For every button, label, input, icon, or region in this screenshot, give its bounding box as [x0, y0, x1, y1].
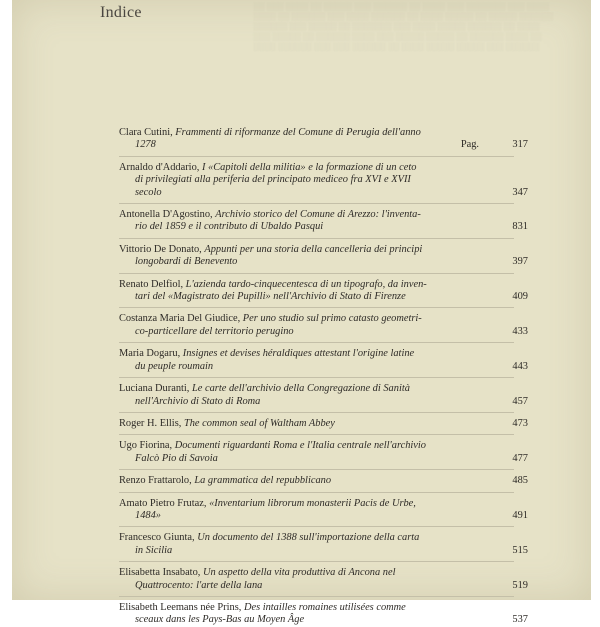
entry-author: Vittorio De Donato,	[119, 243, 202, 255]
entry-title: Insignes et devises héraldiques attestant l'origine latine	[182, 348, 415, 360]
entry-separator	[119, 526, 514, 527]
entry-line	[119, 602, 506, 614]
toc-entry[interactable]	[119, 417, 528, 430]
entry-author: Luciana Duranti,	[119, 383, 190, 395]
entry-page-number[interactable]: 409	[512, 291, 528, 303]
entry-separator	[119, 596, 514, 597]
entry-title: 1278	[135, 139, 156, 151]
entry-title: in Sicilia	[135, 544, 173, 556]
entry-line	[119, 313, 506, 325]
entry-separator	[119, 492, 514, 493]
entry-line	[119, 256, 506, 268]
entry-separator	[119, 342, 514, 343]
entry-page-number[interactable]: 457	[512, 395, 528, 407]
entry-title: «Inventarium librorum monasterii Pacis de Urbe,	[209, 497, 416, 509]
entry-author: Elisabeth Leemans née Prins,	[119, 601, 242, 613]
toc-entry[interactable]	[119, 567, 528, 592]
entry-separator	[119, 156, 514, 157]
entry-title: Archivio storico del Comune di Arezzo: l'inventa-	[215, 209, 421, 221]
entry-line	[119, 244, 506, 256]
entry-page-number[interactable]: 519	[512, 579, 528, 591]
toc-entry[interactable]	[119, 497, 528, 523]
entry-line	[119, 567, 506, 579]
entry-author: Renzo Frattarolo,	[119, 475, 192, 487]
toc-entry[interactable]	[119, 475, 528, 487]
entry-title: Des intailles romaines utilisées comme	[243, 601, 406, 613]
entry-line	[119, 348, 506, 360]
entry-line	[119, 209, 506, 221]
entry-author: Costanza Maria Del Giudice,	[119, 313, 241, 325]
entry-line	[119, 475, 506, 487]
book-page	[12, 0, 591, 626]
toc-entry[interactable]	[119, 209, 528, 234]
entry-line	[119, 614, 506, 626]
entry-separator	[119, 307, 514, 308]
entry-line	[119, 127, 506, 139]
toc-entry[interactable]	[119, 313, 528, 338]
entry-page-number[interactable]: 347	[512, 186, 528, 198]
entry-page-number[interactable]: 491	[512, 509, 528, 521]
table-of-contents	[119, 127, 528, 627]
entry-author: Amato Pietro Frutaz,	[119, 497, 207, 509]
entry-title: The common seal of Waltham Abbey	[183, 417, 335, 429]
entry-line	[119, 545, 506, 557]
entry-line	[119, 139, 506, 151]
entry-title: Appunti per una storia della cancelleria dei principi	[204, 243, 423, 255]
entry-title: tari del «Magistrato dei Pupilli» nell'Archivio di Stato di Firenze	[135, 291, 406, 303]
entry-title: nell'Archivio di Stato di Roma	[135, 395, 261, 407]
entry-line	[119, 510, 506, 522]
entry-separator	[119, 469, 514, 470]
entry-page-number[interactable]: 831	[512, 221, 528, 233]
entry-line	[119, 291, 506, 303]
entry-page-number[interactable]: 473	[512, 417, 528, 429]
entry-title: L'azienda tardo-cinquecentesca di un tipografo, da inven-	[185, 278, 427, 290]
pag-label: Pag.	[460, 139, 479, 151]
toc-entry[interactable]	[119, 127, 528, 152]
entry-page-number[interactable]: 537	[512, 614, 528, 626]
entry-line	[119, 383, 506, 395]
entry-author: Maria Dogaru,	[119, 348, 181, 360]
entry-title: Documenti riguardanti Roma e l'Italia centrale nell'archivio	[174, 440, 426, 452]
entry-page-number[interactable]: 485	[512, 475, 528, 487]
entry-title: longobardi di Benevento	[135, 256, 238, 268]
toc-entry[interactable]	[119, 348, 528, 373]
entry-title: secolo	[135, 186, 162, 198]
entry-page-number[interactable]: 317	[512, 139, 528, 151]
entry-line	[119, 187, 506, 199]
entry-author: Ugo Fiorina,	[119, 440, 173, 452]
entry-title: Falcò Pio di Savoia	[135, 452, 218, 464]
entry-title: Un documento del 1388 sull'importazione della carta	[197, 532, 420, 544]
entry-page-number[interactable]: 515	[512, 544, 528, 556]
entry-title: La grammatica del repubblicano	[194, 475, 332, 487]
entry-line	[119, 532, 506, 544]
entry-line	[119, 326, 506, 338]
entry-title: sceaux dans les Pays-Bas au Moyen Âge	[135, 614, 305, 626]
entry-title: Quattrocento: l'arte della lana	[135, 579, 263, 591]
entry-author: Elisabetta Insabato,	[119, 567, 201, 579]
page-title: Indice	[100, 4, 142, 21]
entry-author: Antonella D'Agostino,	[119, 209, 213, 221]
entry-title: Un aspetto della vita produttiva di Ancona nel	[202, 567, 396, 579]
entry-title: du peuple roumain	[135, 360, 214, 372]
toc-entry[interactable]	[119, 440, 528, 465]
entry-line	[119, 580, 506, 592]
entry-line	[119, 174, 506, 186]
entry-title: di privilegiati alla periferia del principato mediceo fra XVI e XVII	[135, 174, 411, 186]
entry-author: Arnaldo d'Addario,	[119, 161, 200, 173]
entry-page-number[interactable]: 443	[512, 360, 528, 372]
entry-line	[119, 418, 506, 430]
entry-separator	[119, 273, 514, 274]
entry-author: Francesco Giunta,	[119, 532, 195, 544]
show-through-text: ░░ ░░░ ░░░░ ░░ ░░░░░ ░░░ ░░░░░░ ░░ ░░░░ ░░░ ░░░░░░░ ░░░ ░░░░ ░░░░ ░░ ░░░░░░ ░░░ ░░░░ ░░░░░░ ░░ ░░░░ ░░░░░ ░░ ░░░░░ ░░░░░░ ░░░░░░ ░░░ ░░░░░ ░░ ░░░░░░░ ░░░ ░░░░ ░░░░░ ░░░░░░ ░░ ░░░░ ░░░ ░░░░░ ░░ ░░░░░░ ░░░░ ░░░ ░░░░░ ░░░░░ ░░ ░░░░░░ ░░░░ ░░ ░░░░ ░░░░░░ ░░░ ░░░ ░░░░░░ ░░ ░░░░ ░░░░░ ░░░░░ ░░░ ░░░░░░	[253, 2, 553, 51]
entry-title: I «Capitoli della militia» e la formazione di un ceto	[201, 161, 417, 173]
entry-line	[119, 440, 506, 452]
toc-entry[interactable]	[119, 278, 528, 304]
entry-line	[119, 453, 506, 465]
entry-page-number[interactable]: 397	[512, 256, 528, 268]
entry-page-number[interactable]: 433	[512, 325, 528, 337]
entry-separator	[119, 412, 514, 413]
entry-author: Roger H. Ellis,	[119, 417, 182, 429]
entry-title: rio del 1859 e il contributo di Ubaldo Pasqui	[135, 221, 324, 233]
entry-page-number[interactable]: 477	[512, 452, 528, 464]
entry-title: Le carte dell'archivio della Congregazione di Sanità	[192, 383, 410, 395]
entry-line	[119, 361, 506, 373]
entry-title: Frammenti di riformanze del Comune di Perugia dell'anno	[175, 127, 421, 138]
entry-title: co-particellare del territorio perugino	[135, 325, 294, 337]
toc-entry[interactable]	[119, 243, 528, 269]
toc-entry[interactable]	[119, 161, 528, 199]
toc-entry[interactable]	[119, 383, 528, 408]
entry-line	[119, 396, 506, 408]
entry-author: Clara Cutini,	[119, 127, 173, 138]
entry-line	[119, 162, 506, 174]
entry-line	[119, 498, 506, 510]
entry-separator	[119, 434, 514, 435]
entry-separator	[119, 561, 514, 562]
entry-separator	[119, 238, 514, 239]
toc-entry[interactable]	[119, 601, 528, 627]
entry-author: Renato Delfiol,	[119, 278, 184, 290]
entry-title: 1484»	[135, 509, 161, 521]
entry-line	[119, 279, 506, 291]
entry-separator	[119, 377, 514, 378]
toc-entry[interactable]	[119, 532, 528, 557]
entry-separator	[119, 203, 514, 204]
entry-title: Per uno studio sul primo catasto geometri-	[242, 313, 422, 325]
entry-line	[119, 221, 506, 233]
